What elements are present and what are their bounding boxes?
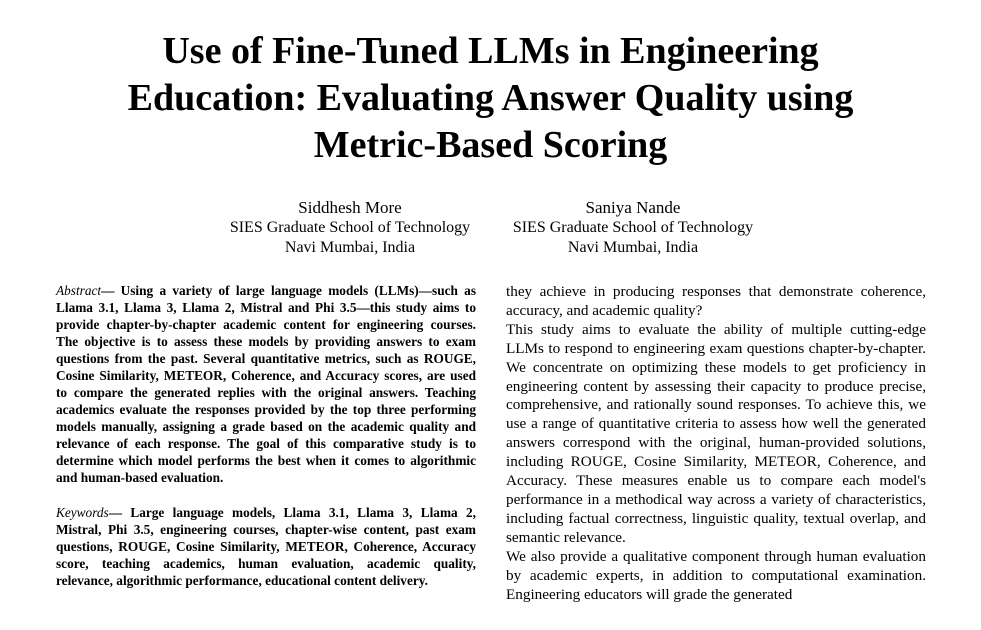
author-location: Navi Mumbai, India bbox=[284, 239, 416, 256]
abstract-label: Abstract bbox=[56, 283, 102, 298]
right-column bbox=[506, 283, 926, 604]
title-line-3: Metric-Based Scoring bbox=[313, 124, 668, 166]
paper-title bbox=[0, 28, 981, 169]
body-paragraph: they achieve in producing responses that demonstrate coherence, accuracy, and academic quality? bbox=[506, 283, 926, 319]
author-affiliation: SIES Graduate School of Technology bbox=[229, 219, 471, 236]
title-line-1: Use of Fine-Tuned LLMs in Engineering bbox=[162, 30, 819, 72]
author-name: Saniya Nande bbox=[585, 198, 681, 217]
abstract bbox=[56, 282, 476, 486]
keywords bbox=[56, 504, 476, 589]
author-name: Siddhesh More bbox=[298, 198, 402, 217]
body-paragraph: We also provide a qualitative component through human evaluation by academic experts, in addition to computational examination. Engineering educators will grade the generated bbox=[506, 547, 926, 603]
abstract-text: — Using a variety of large language models (LLMs)—such as Llama 3.1, Llama 3, Llama 2, Mistral and Phi 3.5—this study aims to provide chapter-by-chapter academic content for engineering courses. The objective is to assess these models by providing answers to exam questions from the past. Several quantitative metrics, such as ROUGE, Cosine Similarity, METEOR, Coherence, and Accuracy scores, are used to compare the generated replies with the original answers. Teaching academics evaluate the responses provided by the top three performing models manually, assigning a grade based on the academic quality and relevance of each response. The goal of this comparative study is to determine which model performs the best when it comes to algorithmic and human-based evaluation. bbox=[56, 283, 476, 485]
author-block-1 bbox=[215, 198, 485, 258]
author-block-2 bbox=[498, 198, 768, 258]
body-paragraph: This study aims to evaluate the ability of multiple cutting-edge LLMs to respond to engineering exam questions chapter-by-chapter. We concentrate on optimizing these models to get proficiency in engineering content by assessing their capacity to produce precise, comprehensive, and rationally sound responses. To achieve this, we use a range of quantitative criteria to assess how well the generated answers correspond with the original, human-provided solutions, including ROUGE, Cosine Similarity, METEOR, Coherence, and Accuracy. These measures enable us to compare each model's performance in a methodical way across a variety of characteristics, including factual correctness, linguistic quality, textual overlap, and semantic relevance. bbox=[506, 320, 926, 546]
left-column bbox=[56, 282, 476, 589]
keywords-text: — Large language models, Llama 3.1, Llama 3, Llama 2, Mistral, Phi 3.5, engineering courses, chapter-wise content, past exam questions, ROUGE, Cosine Similarity, METEOR, Coherence, Accuracy score, teaching academics, human evaluation, academic quality, relevance, algorithmic performance, educational content delivery. bbox=[56, 505, 476, 588]
keywords-label: Keywords bbox=[56, 505, 109, 520]
author-location: Navi Mumbai, India bbox=[567, 239, 699, 256]
author-affiliation: SIES Graduate School of Technology bbox=[512, 219, 754, 236]
title-line-2: Education: Evaluating Answer Quality using bbox=[127, 77, 854, 119]
